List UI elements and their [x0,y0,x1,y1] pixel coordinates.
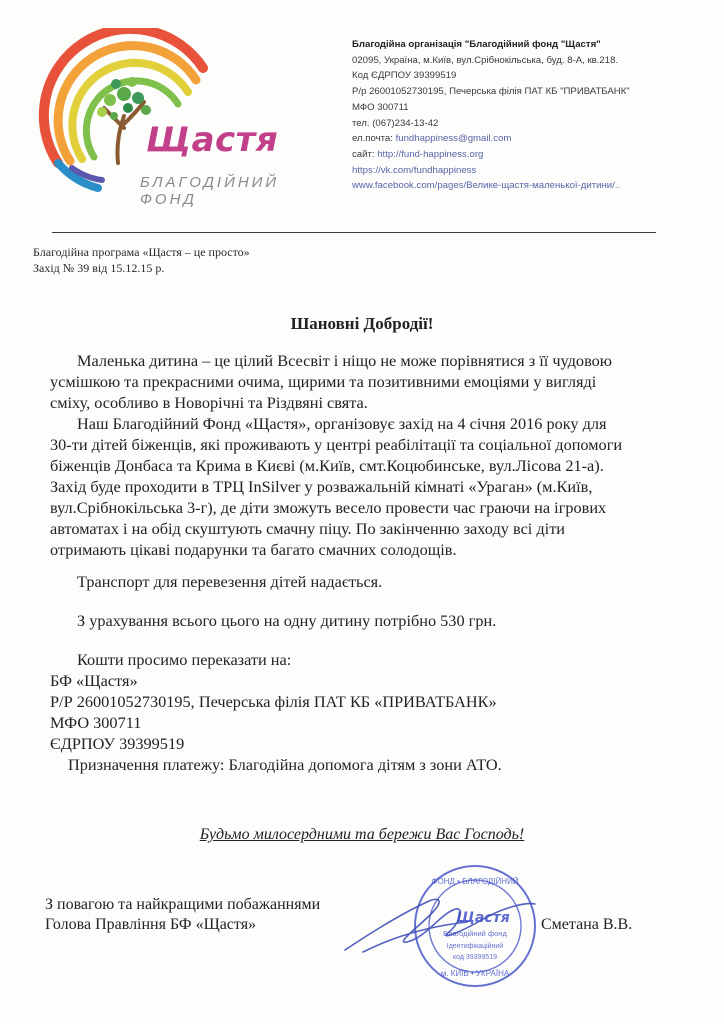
cost-line: З урахування всього цього на одну дитину потрібно 530 грн. [77,611,497,630]
event-number: Захід № 39 від 15.12.15 р. [33,261,165,275]
transfer-intro: Кошти просимо переказати на: [77,650,292,669]
org-site-link[interactable]: http://fund-happiness.org [377,148,484,160]
svg-text:м. КИЇВ • УКРАЇНА: м. КИЇВ • УКРАЇНА [440,969,510,978]
signer-title: Голова Правління БФ «Щастя» [45,916,257,933]
org-phone: тел. (067)234-13-42 [352,117,439,129]
org-account: Р/р 26001052730195, Печерська філія ПАТ КБ "ПРИВАТБАНК" [352,86,630,98]
logo-wordmark: Щастя [146,120,279,160]
paragraph-2-line: 30-ти дітей біженців, які проживають у центрі реабілітації та соціальної допомоги [50,435,623,454]
paragraph-2-line: Наш Благодійний Фонд «Щастя», організовує захід на 4 січня 2016 року для [77,414,607,433]
foundation-stamp [335,860,565,990]
paragraph-2-line: біженців Донбаса та Крима в Києві (м.Київ, смт.Коцюбинське, вул.Лісова 21-а). [50,456,604,475]
org-vk-link[interactable]: https://vk.com/fundhappiness [352,164,477,176]
paragraph-2-line: отримають цікаві подарунки та багато смачних солодощів. [50,540,457,559]
organization-info [352,37,702,194]
org-site-label: сайт: [352,148,378,160]
signer-name: Сметана В.В. [541,916,633,933]
paragraph-1-line: Маленька дитина – це цілий Всесвіт і ніщо не може порівнятися з її чудовою [77,351,612,370]
org-email-row [352,131,702,147]
stamp-line: код 39399519 [452,954,498,961]
org-facebook-link[interactable]: www.facebook.com/pages/Велике-щастя-маленької-дитини/.. [352,180,621,192]
program-name: Благодійна програма «Щастя – це просто» [33,245,250,259]
salutation: Шановні Добродії! [290,314,434,333]
org-email-label: ел.почта: [352,133,396,145]
paragraph-2-line: вул.Срібнокільська 3-г), де діти зможуть весело провести час граючи на ігрових [50,498,607,517]
paragraph-2-line: автоматах і на обід скуштують смачну піцу. По закінченню заходу всі діти [50,519,566,538]
closing-blessing: Будьмо милосердними та бережи Вас Господь! [199,826,525,843]
bank-line: ЄДРПОУ 39399519 [50,734,185,753]
bank-line: МФО 300711 [50,713,142,732]
logo-subtitle: БЛАГОДІЙНИЙ ФОНД [140,174,280,208]
org-name: Благодійна організація "Благодійний фонд "Щастя" [352,39,601,50]
org-address: 02095, Україна, м.Київ, вул.Срібнокільська, буд. 8-А, кв.218. [352,54,619,66]
paragraph-2-line: Захід буде проходити в ТРЦ InSilver у розважальній кімнаті «Ураган» (м.Київ, [50,477,593,496]
stamp-center-text: Щастя [456,910,510,926]
bank-line: БФ «Щастя» [50,671,138,690]
bank-line: Р/Р 26001052730195, Печерська філія ПАТ КБ «ПРИВАТБАНК» [50,692,497,711]
stamp-line: Ідентифікаційний [446,943,504,950]
svg-text:ФОНД • БЛАГОДІЙНИЙ: ФОНД • БЛАГОДІЙНИЙ [431,877,519,886]
org-site-row [352,147,702,163]
regards-block [45,895,320,935]
paragraph-1-line: сміху, особливо в Новорічні та Різдвяні свята. [50,393,368,412]
org-email-link[interactable]: fundhappiness@gmail.com [395,133,512,145]
stamp-line: Благодійний фонд [443,929,507,938]
org-mfo: МФО 300711 [352,101,409,113]
payment-purpose: Призначення платежу: Благодійна допомога дітям з зони АТО. [68,755,502,774]
program-info [33,244,250,276]
org-edrpou: Код ЄДРПОУ 39399519 [352,70,457,82]
paragraph-1-line: усмішкою та прекрасними очима, щирими та позитивними емоціями у вигляді [50,372,597,391]
header-divider [52,232,656,233]
regards-line: З повагою та найкращими побажаннями [45,896,321,913]
transport-line: Транспорт для перевезення дітей надається. [77,572,383,591]
foundation-logo [28,28,328,208]
